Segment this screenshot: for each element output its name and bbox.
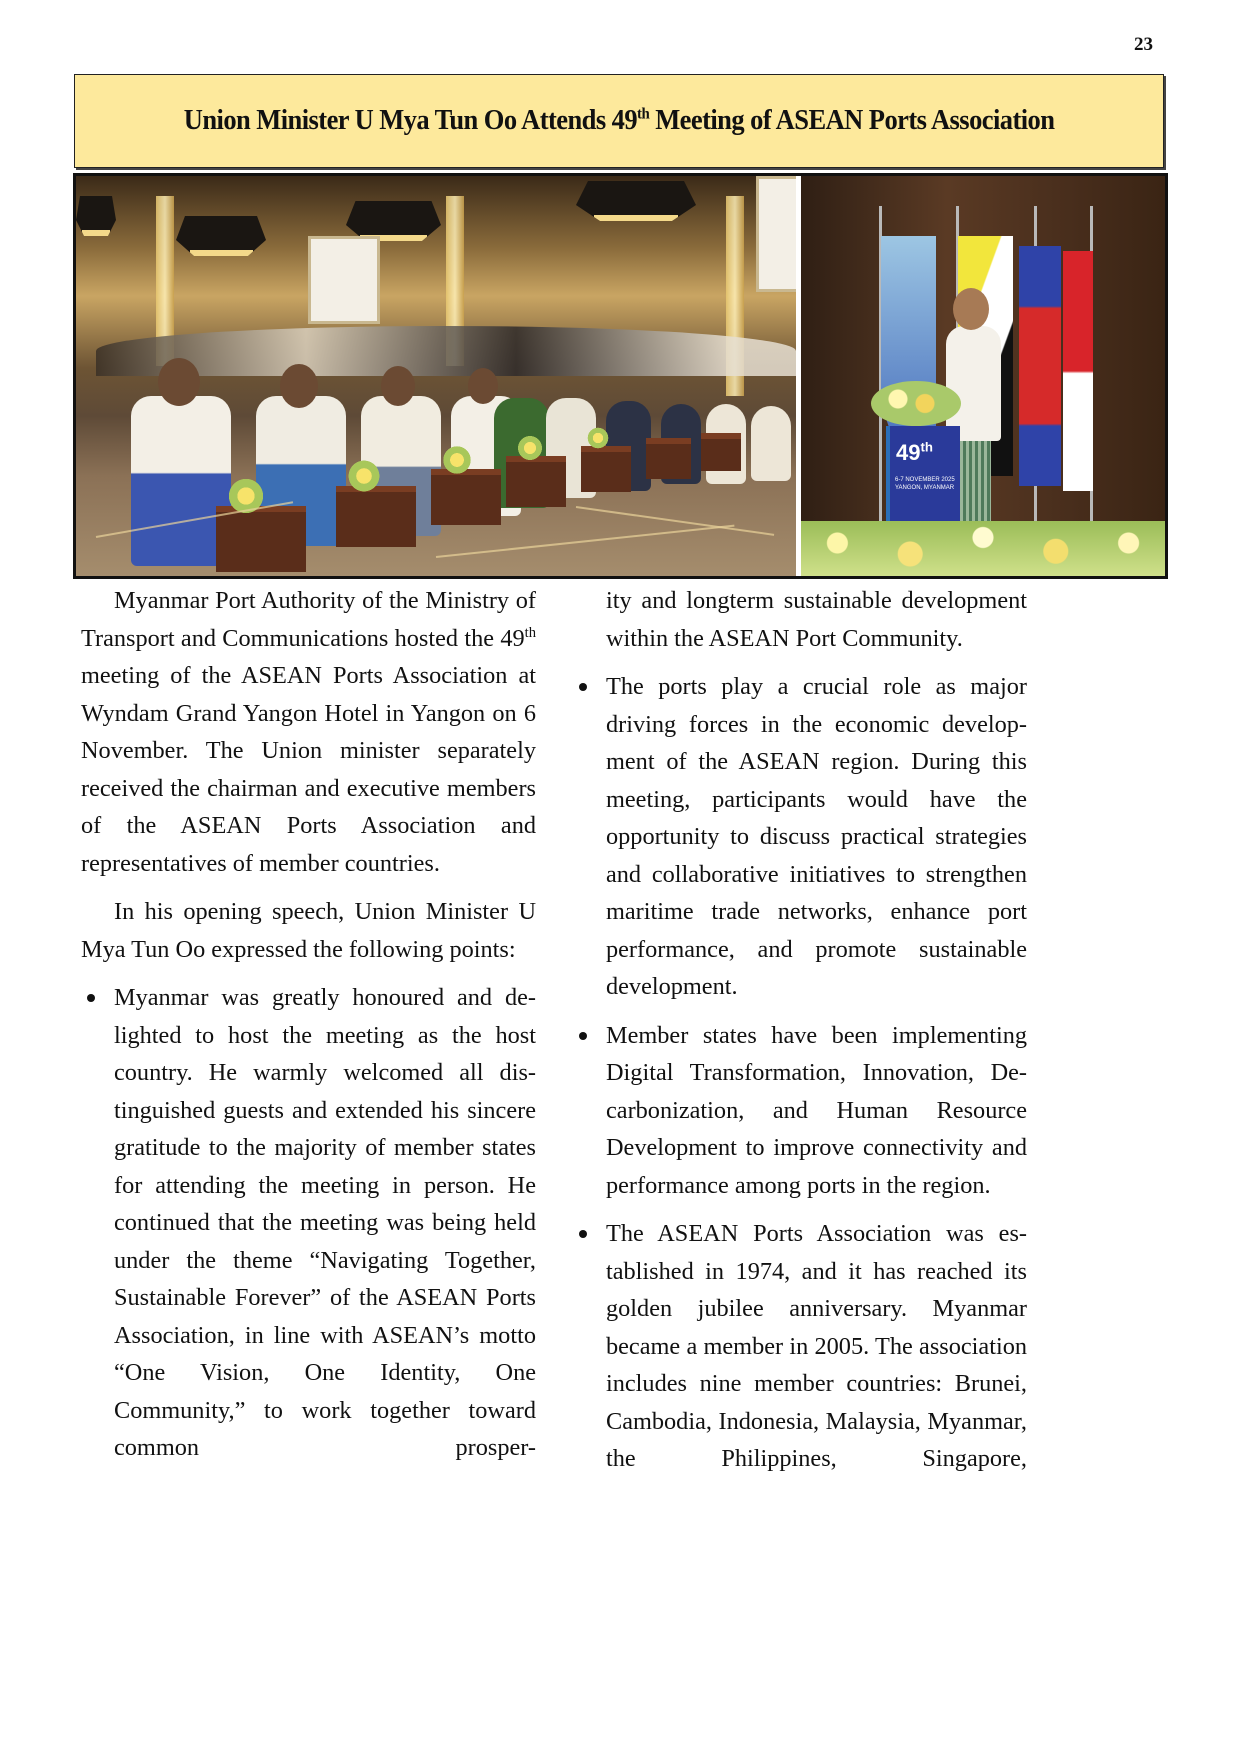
article-column-right [606,582,1027,1478]
paragraph-text: Myanmar Port Authority of the Ministry of Transport and Communications hosted the 49 [81,587,536,652]
delegate [751,406,791,481]
bullet-icon [579,683,587,691]
flower-arrangement-icon [441,444,473,476]
side-table [646,438,691,479]
photo-minister-speech [801,176,1165,576]
side-table [701,433,741,471]
bullet-text: Myanmar was greatly honoured and delighted to host the meeting as the host country. He warmly welcomed all distinguished guests and extended his sincere gratitude to the majority of member states for attending the meeting in person. He continued that the meeting was being held under the theme “Navigating Together, Sustainable Forever” of the ASEAN Ports Association, in line with ASEAN’s motto “One Vision, One Identity, One Community,” to work together toward common prosper- [114,984,536,1461]
delegate-head [158,358,200,406]
bullet-item [114,979,536,1467]
carpet-pattern [436,525,735,558]
stage-flowers [801,521,1165,576]
side-table [216,506,306,572]
ceiling-lamp-icon [576,181,696,221]
article-column-left [81,582,536,1467]
photo-frame [73,173,1168,579]
headline [184,105,1055,137]
speaker-minister [946,326,1001,441]
side-table [506,456,566,507]
side-table [581,446,631,492]
bullet-item [606,1017,1027,1205]
bullet-text: Member states have been implementing Digital Transformation, Innovation, Decarbonization, and Human Resource Development to improve connectivity and performance among ports in the region. [606,1021,1027,1199]
headline-ordinal-suffix: th [636,105,650,123]
ordinal-suffix: th [524,624,536,641]
projection-screen [756,176,796,292]
ceiling-lamp-icon [76,196,116,236]
cambodia-flag-icon [1019,246,1061,486]
podium-date: 6-7 NOVEMBER 2025 [895,477,955,483]
flower-arrangement-icon [516,434,544,462]
paragraph-text: meeting of the ASEAN Ports Association at Wyndam Grand Yangon Hotel in Yangon on 6 November. The Union minister separately received the chairman and executive members of the ASEAN Ports Association and representatives of member countries. [81,662,536,877]
podium [886,426,960,526]
podium-flowers [871,381,961,426]
article-paragraph: In his opening speech, Union Minister U Mya Tun Oo expressed the following points: [81,898,536,963]
bullet-text: The ASEAN Ports Association was established in 1974, and it has reached its golden jubilee anniversary. Myanmar became a member in 2005. The association includes nine member countries: Brunei, Cambodia, Indonesia, Malaysia, Myanmar, the Philippines, Singapore, [606,1220,1027,1472]
side-table [431,469,501,525]
headline-text-end: Meeting of ASEAN Ports Association [649,105,1055,136]
delegate-head [280,364,318,408]
audience-back-rows [96,326,796,376]
bullet-icon [579,1032,587,1040]
page-number: 23 [1134,34,1153,55]
podium-logo [896,440,933,466]
bullet-list [114,979,536,1467]
delegate-head [381,366,415,406]
flower-arrangement-icon [586,426,610,450]
headline-text-start: Union Minister U Mya Tun Oo Attends 49 [183,105,637,136]
projection-screen [308,236,380,324]
ceiling-lamp-icon [346,201,441,241]
bullet-text: The ports play a crucial role as major driving forces in the economic development of the ASEAN region. During this meeting, participants would have the opportunity to discuss practical strategies and collaborative initiatives to strengthen maritime trade networks, enhance port performance, and promote sustainable development. [606,673,1027,1000]
bullet-icon [87,994,95,1002]
delegate-head [468,368,498,404]
article-paragraph [81,582,536,882]
flower-arrangement-icon [346,458,382,494]
bullet-list [606,668,1027,1478]
speaker-head [953,288,989,330]
podium-location: YANGON, MYANMAR [895,485,955,491]
bullet-item [606,668,1027,1006]
headline-banner [74,74,1164,168]
bullet-item [606,1215,1027,1478]
continuation-text: ity and longterm sustainable development within the ASEAN Port Community. [606,587,1027,652]
ceiling-lamp-icon [176,216,266,256]
side-table [336,486,416,547]
podium-label-suffix: th [920,439,933,455]
bullet-icon [579,1230,587,1238]
podium-label: 49 [896,440,921,465]
podium-subtext [895,476,955,492]
photo-delegates-seated [76,176,796,576]
indonesia-flag-icon [1063,251,1093,491]
